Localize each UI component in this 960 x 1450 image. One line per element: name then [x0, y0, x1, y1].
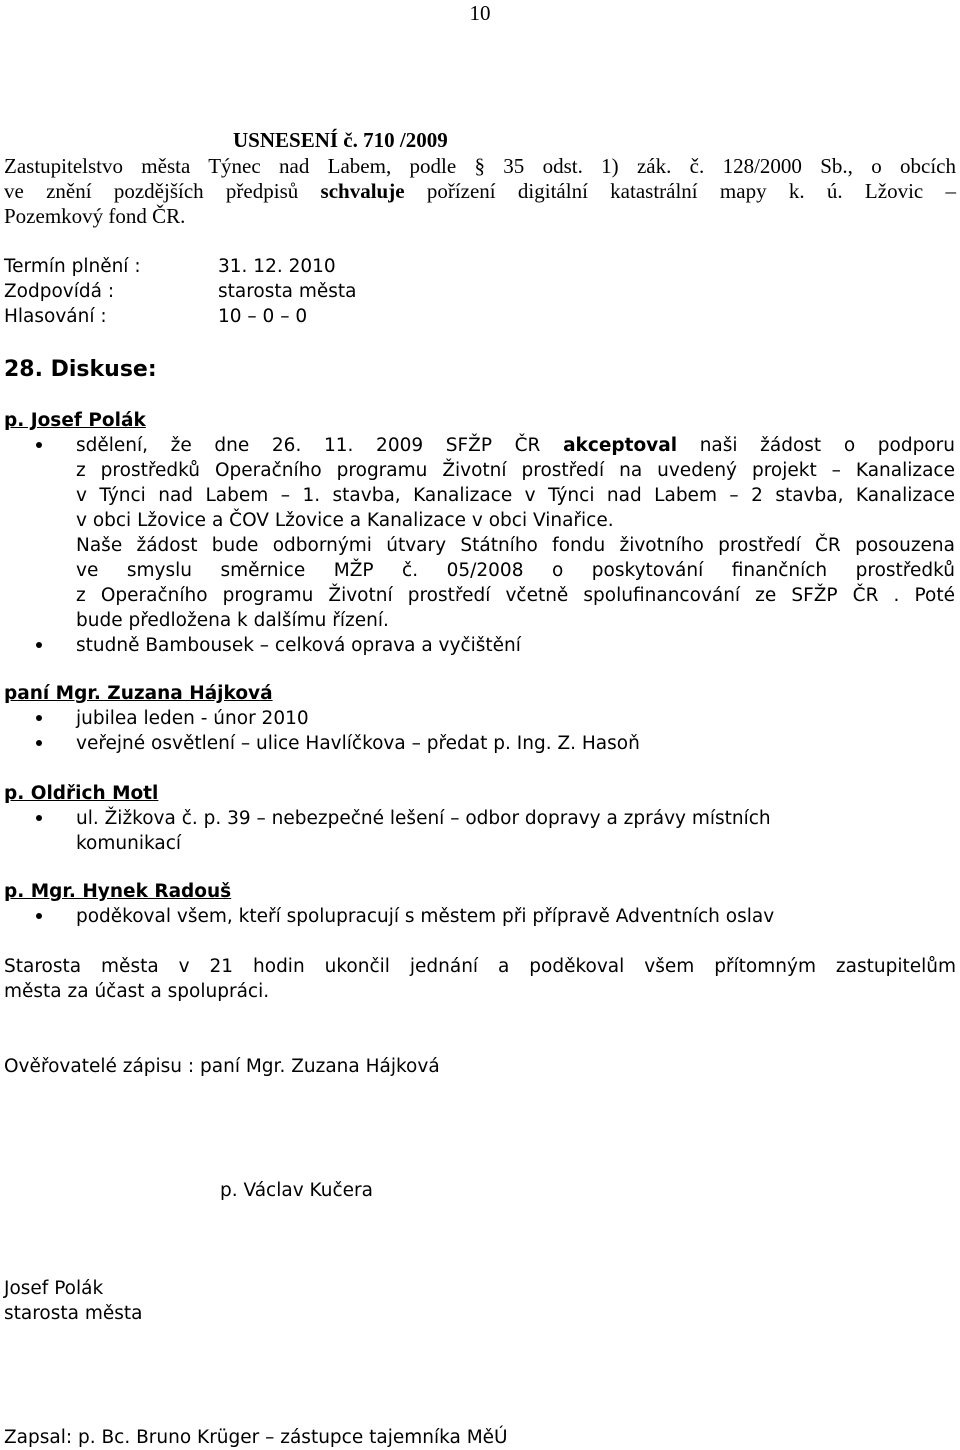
- bullet: [36, 913, 42, 919]
- verifiers: Ověřovatelé zápisu : paní Mgr. Zuzana Hájková: [4, 1056, 440, 1077]
- speaker-item-line: sdělení, že dne 26. 11. 2009 SFŽP ČR akceptoval naši žádost o podporu: [76, 435, 955, 456]
- speaker-item-line: z prostředků Operačního programu Životní prostředí na uvedený projekt – Kanalizace: [76, 460, 955, 481]
- speaker-name: p. Mgr. Hynek Radouš: [4, 881, 232, 902]
- speaker-item-line: studně Bambousek – celková oprava a vyčištění: [76, 635, 521, 656]
- bullet: [36, 815, 42, 821]
- speaker-item-line: jubilea leden - únor 2010: [76, 708, 309, 729]
- resolution-line-3: Pozemkový fond ČR.: [4, 204, 186, 228]
- term-value: 31. 12. 2010: [218, 256, 336, 277]
- speaker-item-line: v Týnci nad Labem – 1. stavba, Kanalizace v Týnci nad Labem – 2 stavba, Kanalizace: [76, 485, 955, 506]
- resolution-line-1: Zastupitelstvo města Týnec nad Labem, podle § 35 odst. 1) zák. č. 128/2000 Sb., o obcích: [4, 154, 956, 178]
- speaker-item-line: bude předložena k dalšímu řízení.: [76, 610, 389, 631]
- speaker-item-line: veřejné osvětlení – ulice Havlíčkova – předat p. Ing. Z. Hasoň: [76, 733, 640, 754]
- speaker-item-line: ul. Žižkova č. p. 39 – nebezpečné lešení – odbor dopravy a zprávy místních: [76, 808, 771, 829]
- second-verifier: p. Václav Kučera: [220, 1180, 373, 1201]
- bullet: [36, 642, 42, 648]
- bullet: [36, 442, 42, 448]
- vote-label: Hlasování :: [4, 306, 107, 327]
- resolution-title: USNESENÍ č. 710 /2009: [233, 128, 448, 152]
- approve-word: schvaluje: [320, 179, 405, 203]
- discussion-heading: 28. Diskuse:: [4, 357, 157, 382]
- vote-value: 10 – 0 – 0: [218, 306, 308, 327]
- speaker-item-line: ve smyslu směrnice MŽP č. 05/2008 o poskytování finančních prostředků: [76, 560, 955, 581]
- speaker-name: paní Mgr. Zuzana Hájková: [4, 683, 273, 704]
- bullet: [36, 715, 42, 721]
- speaker-item-line: Naše žádost bude odbornými útvary Státního fondu životního prostředí ČR posouzena: [76, 535, 955, 556]
- speaker-item-line: poděkoval všem, kteří spolupracují s městem při přípravě Adventních oslav: [76, 906, 775, 927]
- accepted-word: akceptoval: [563, 435, 678, 456]
- recorded-by: Zapsal: p. Bc. Bruno Krüger – zástupce tajemníka MěÚ: [4, 1427, 508, 1448]
- page-number: 10: [469, 1, 491, 25]
- resolution-line-2: ve znění pozdějších předpisů schvaluje pořízení digitální katastrální mapy k. ú. Lžovic –: [4, 179, 956, 203]
- responsible-value: starosta města: [218, 281, 357, 302]
- closing-line-1: Starosta města v 21 hodin ukončil jednání a poděkoval všem přítomným zastupitelům: [4, 956, 956, 977]
- bullet: [36, 740, 42, 746]
- speaker-name: p. Josef Polák: [4, 410, 146, 431]
- speaker-item-line: komunikací: [76, 833, 182, 854]
- speaker-name: p. Oldřich Motl: [4, 783, 159, 804]
- responsible-label: Zodpovídá :: [4, 281, 115, 302]
- signature-role: starosta města: [4, 1303, 143, 1324]
- speaker-item-line: z Operačního programu Životní prostředí včetně spolufinancování ze SFŽP ČR . Poté: [76, 585, 955, 606]
- signature-name: Josef Polák: [4, 1278, 104, 1299]
- speaker-item-line: v obci Lžovice a ČOV Lžovice a Kanalizace v obci Vinařice.: [76, 510, 614, 531]
- term-label: Termín plnění :: [4, 256, 141, 277]
- closing-line-2: města za účast a spolupráci.: [4, 981, 270, 1002]
